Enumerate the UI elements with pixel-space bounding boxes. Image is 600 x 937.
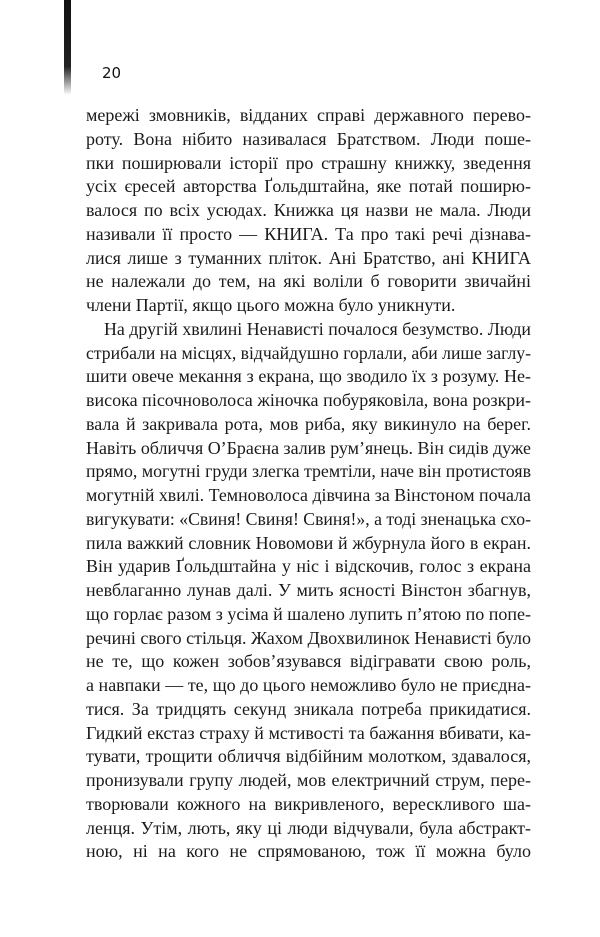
text-line: не те, що кожен зобов’язувався відігравати свою роль, (86, 651, 531, 672)
text-line: ленця. Утім, лють, яку ці люди відчували, була абстракт- (86, 817, 531, 838)
text-line: мережі змовників, відданих справі державного перево- (86, 105, 531, 125)
text-line: вигукувати: «Свиня! Свиня! Свиня!», а тоді зненацька схо- (86, 508, 531, 529)
text-line: невблаганно лунав далі. У мить ясності Вінстон збагнув, (86, 580, 531, 600)
text-line: Він ударив Ґольдштайна у ніс і відскочив, голос з екрана (86, 556, 531, 577)
text-line: ною, ні на кого не спрямованою, тож її можна було (86, 841, 531, 862)
text-line: висока пісочноволоса жіночка побуряковіла, вона розкри- (86, 390, 531, 410)
text-line: Гидкий екстаз страху й мстивості та бажання вбивати, ка- (86, 722, 531, 743)
text-line: не належали до тем, на які воліли б говорити звичайні (86, 271, 531, 292)
text-line: тися. За тридцять секунд зникала потреба прикидатися. (86, 698, 531, 719)
text-line: пила важкий словник Новомови й жбурнула його в екран. (86, 532, 531, 553)
text-line: лися лише з туманних пліток. Ані Братство, ані КНИГА (86, 247, 531, 268)
text-line: Навіть обличчя О’Браєна залив рум’янець. Він сидів дуже (86, 437, 531, 458)
text-line: називали її просто — КНИГА. Та про такі речі дізнава- (86, 223, 531, 244)
text-line: тувати, трощити обличчя відбійним молотком, здавалося, (86, 746, 531, 767)
text-line: могутній хвилі. Темноволоса дівчина за Вінстоном почала (86, 485, 531, 505)
text-line: а навпаки — те, що до цього неможливо було не приєдна- (86, 675, 531, 695)
text-line: шити овече мекання з екрана, що зводило їх з розуму. Не- (86, 366, 531, 387)
text-line: валося по всіх усюдах. Книжка ця назви не мала. Люди (86, 200, 531, 220)
paragraph (86, 104, 531, 318)
body-text (86, 104, 531, 864)
text-line: роту. Вона нібито називалася Братством. Люди поше- (86, 128, 531, 149)
page-number: 20 (102, 64, 122, 82)
text-line: прямо, могутні груди злегка тремтіли, наче він протистояв (86, 461, 531, 482)
text-line: творювали кожного на викривленого, верескливого ша- (86, 793, 531, 814)
paragraph (86, 318, 531, 864)
text-line: вала й закривала рота, мов риба, яку викинуло на берег. (86, 413, 531, 434)
text-line: речині свого стільця. Жахом Двохвилинок Ненависті було (86, 627, 531, 648)
text-line: усіх єресей авторства Ґольдштайна, яке потай поширю- (86, 176, 531, 197)
text-line: що горлає разом з усіма й шалено лупить п’ятою по попе- (86, 603, 531, 624)
text-line: стрибали на місцях, відчайдушно горлали, аби лише заглу- (86, 342, 531, 363)
text-line: пронизували групу людей, мов електричний струм, пере- (86, 770, 531, 790)
text-line: На другій хвилині Ненависті почалося безумство. Люди (104, 318, 531, 339)
text-line: члени Партії, якщо цього можна було уникнути. (86, 295, 456, 315)
page-edge-shadow (64, 0, 71, 95)
text-line: пки поширювали історії про страшну книжку, зведення (86, 152, 531, 173)
